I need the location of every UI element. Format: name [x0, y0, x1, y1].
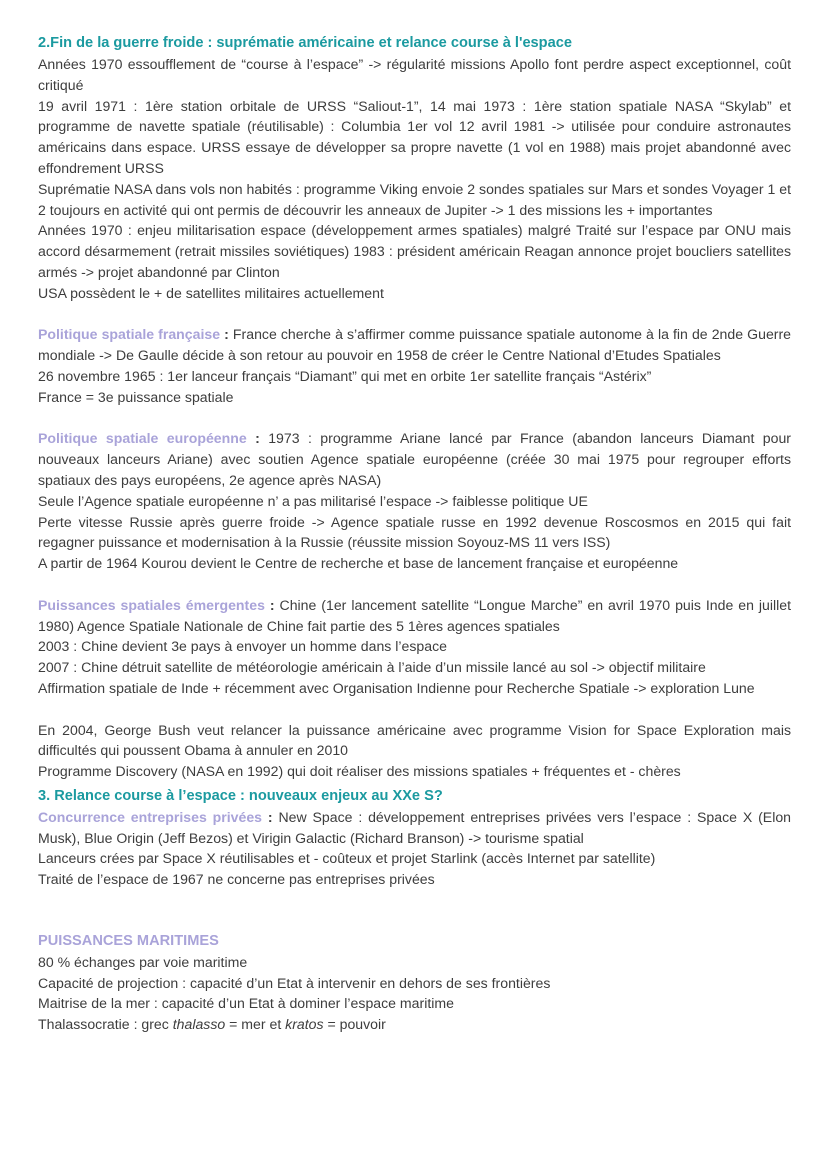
maritime-powers-body	[38, 952, 791, 1035]
text-line: En 2004, George Bush veut relancer la puissance américaine avec programme Vision for Space Exploration mais difficultés qui poussent Obama à annuler en 2010	[38, 721, 791, 759]
text-line: Années 1970 : enjeu militarisation espace (développement armes spatiales) malgré Traité sur l’espace par ONU mais accord désarmement (retrait missiles soviétiques) 1983 : président américain Reagan annonce projet boucliers satellites armés -> projet abandonné par Clinton	[38, 222, 791, 280]
text-line: Seule l’Agence spatiale européenne n’ a pas militarisé l’espace -> faiblesse politique UE	[38, 492, 588, 509]
emerging-powers-paragraph: Puissances spatiales émergentes : Chine (1er lancement satellite “Longue Marche” en avril 1970 puis Inde en juillet 1980) Agence Spatiale Nationale de Chine fait partie des 5 1ères agences spatiales 2003 : Chine devient 3e pays à envoyer un homme dans l’espace 2007 : Chine détruit satellite de météorologie américain à l’aide d’un missile lancé au sol -> objectif militaire Affirmation spatiale de Inde + récemment avec Organisation Indienne pour Recherche Spatiale -> exploration Lune	[38, 595, 791, 699]
text-line: Années 1970 essoufflement de “course à l’espace” -> régularité missions Apollo font perdre aspect exceptionnel, coût critiqué	[38, 56, 791, 93]
text-line: Programme Discovery (NASA en 1992) qui doit réaliser des missions spatiales + fréquentes et - chères	[38, 763, 681, 780]
text-line: Chine (1er lancement satellite “Longue Marche” en avril 1970 puis Inde en juillet 1980) Agence Spatiale Nationale de Chine fait partie des 5 1ères agences spatiales	[38, 596, 792, 634]
french-policy-label: Politique spatiale française	[38, 326, 221, 343]
european-policy-label: Politique spatiale européenne	[38, 430, 247, 447]
text-line: 2003 : Chine devient 3e pays à envoyer un homme dans l’espace	[38, 638, 447, 655]
text-line: Lanceurs crées par Space X réutilisables et - coûteux et projet Starlink (accès Internet par satellite)	[38, 850, 656, 867]
private-companies-label: Concurrence entreprises privées	[38, 808, 263, 825]
text-line: New Space : développement entreprises privées vers l’espace : Space X (Elon Musk), Blue Origin (Jeff Bezos) et Virigin Galactic (Richard Branson) -> tourisme spatial	[38, 808, 792, 846]
text-line: France = 3e puissance spatiale	[38, 388, 234, 405]
text-line: Thalassocratie : grec thalasso = mer et kratos = pouvoir	[38, 1016, 386, 1033]
text-line: 19 avril 1971 : 1ère station orbitale de URSS “Saliout-1”, 14 mai 1973 : 1ère station spatiale NASA “Skylab” et programme de navette spatiale (réutilisable) : Columbia 1er vol 12 avril 1981 -> utilisée pour conduire astronautes américains dans espace. URSS essaye de développer sa propre navette (1 vol en 1988) mais projet abandonné avec effondrement URSS	[38, 97, 791, 176]
section-2-body	[38, 54, 791, 304]
maritime-powers-heading: PUISSANCES MARITIMES	[38, 933, 219, 950]
term-kratos: kratos	[285, 1016, 324, 1033]
text-line: Capacité de projection : capacité d’un Etat à intervenir en dehors de ses frontières	[38, 974, 551, 991]
text-line: 80 % échanges par voie maritime	[38, 953, 248, 970]
term-thalasso: thalasso	[172, 1016, 226, 1033]
european-policy-paragraph: Politique spatiale européenne : 1973 : programme Ariane lancé par France (abandon lanceurs Diamant pour nouveaux lanceurs Ariane) avec soutien Agence spatiale européenne (créée 30 mai 1975 pour regrouper efforts spatiaux des pays européens, 2e agence après NASA) Seule l’Agence spatiale européenne n’ a pas militarisé l’espace -> faiblesse politique UE Perte vitesse Russie après guerre froide -> Agence spatiale russe en 1992 devenue Roscosmos en 2015 qui fait regagner puissance et modernisation à la Russie (réussite mission Soyouz-MS 11 vers ISS) A partir de 1964 Kourou devient le Centre de recherche et base de lancement française et européenne	[38, 428, 791, 574]
text-line: 2007 : Chine détruit satellite de météorologie américain à l’aide d’un missile lancé au sol -> objectif militaire	[38, 659, 706, 676]
text-line: USA possèdent le + de satellites militaires actuellement	[38, 284, 384, 301]
text-line: France cherche à s’affirmer comme puissance spatiale autonome à la fin de 2nde Guerre mondiale -> De Gaulle décide à son retour au pouvoir en 1958 de créer le Centre National d’Etudes Spatiales	[38, 326, 792, 364]
text-line: Perte vitesse Russie après guerre froide -> Agence spatiale russe en 1992 devenue Roscosmos en 2015 qui fait regagner puissance et modernisation à la Russie (réussite mission Soyouz-MS 11 vers ISS)	[38, 513, 791, 551]
private-companies-paragraph: Concurrence entreprises privées : New Space : développement entreprises privées vers l’espace : Space X (Elon Musk), Blue Origin (Jeff Bezos) et Virigin Galactic (Richard Branson) -> tourisme spatial Lanceurs crées par Space X réutilisables et - coûteux et projet Starlink (accès Internet par satellite) Traité de l’espace de 1967 ne concerne pas entreprises privées	[38, 807, 791, 890]
text-line: Suprématie NASA dans vols non habités : programme Viking envoie 2 sondes spatiales sur Mars et sondes Voyager 1 et 2 toujours en activité qui ont permis de découvrir les anneaux de Jupiter -> 1 des missions les + importantes	[38, 180, 791, 218]
emerging-powers-label: Puissances spatiales émergentes	[38, 596, 265, 613]
text-line: Maitrise de la mer : capacité d’un Etat à dominer l’espace maritime	[38, 995, 454, 1012]
section-3-heading: 3. Relance course à l’espace : nouveaux enjeux au XXe S?	[38, 787, 443, 804]
text-line: Traité de l’espace de 1967 ne concerne pas entreprises privées	[38, 871, 435, 888]
text-line: Affirmation spatiale de Inde + récemment avec Organisation Indienne pour Recherche Spatiale -> exploration Lune	[38, 679, 755, 696]
us-relaunch-paragraph	[38, 720, 791, 782]
french-policy-paragraph: Politique spatiale française : France cherche à s’affirmer comme puissance spatiale autonome à la fin de 2nde Guerre mondiale -> De Gaulle décide à son retour au pouvoir en 1958 de créer le Centre National d’Etudes Spatiales 26 novembre 1965 : 1er lanceur français “Diamant” qui met en orbite 1er satellite français “Astérix” France = 3e puissance spatiale	[38, 324, 791, 407]
text-line: 26 novembre 1965 : 1er lanceur français “Diamant” qui met en orbite 1er satellite français “Astérix”	[38, 367, 652, 384]
text-line: 1973 : programme Ariane lancé par France (abandon lanceurs Diamant pour nouveaux lanceurs Ariane) avec soutien Agence spatiale européenne (créée 30 mai 1975 pour regrouper efforts spatiaux des pays européens, 2e agence après NASA)	[38, 430, 791, 488]
text-line: A partir de 1964 Kourou devient le Centre de recherche et base de lancement française et européenne	[38, 555, 679, 572]
section-2-heading: 2.Fin de la guerre froide : suprématie américaine et relance course à l'espace	[38, 35, 572, 51]
